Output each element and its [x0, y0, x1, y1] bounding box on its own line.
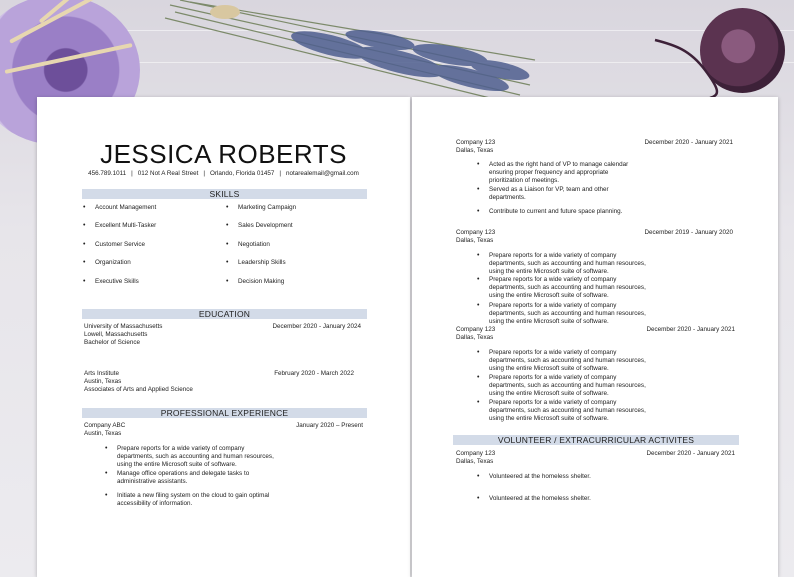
- bullet-line: • Prepare reports for a wide variety of company: [489, 349, 617, 356]
- bullet-line: departments, such as accounting and human resources,: [489, 382, 646, 389]
- bullet-line: using the entire Microsoft suite of software.: [117, 461, 237, 468]
- skills-heading: SKILLS: [82, 189, 367, 199]
- skill-item: • Organization: [95, 259, 131, 267]
- job-bullet: [489, 252, 646, 276]
- skill-item: • Excellent Multi-Tasker: [95, 222, 156, 230]
- bullet-line: administrative assistants.: [117, 478, 188, 485]
- job-bullet: [489, 302, 646, 326]
- bullet-line: using the entire Microsoft suite of software.: [489, 390, 609, 397]
- job-dates: December 2019 - January 2020: [644, 229, 733, 236]
- school-location: Austin, Texas: [84, 378, 122, 385]
- bullet-line: • Prepare reports for a wide variety of company: [489, 276, 617, 283]
- volunteer-bullet: • Volunteered at the homeless shelter.: [489, 495, 591, 503]
- company-name: Company 123: [456, 139, 496, 146]
- company-name: Company ABC: [84, 422, 126, 429]
- job-bullet: [489, 374, 646, 398]
- company-location: Dallas, Texas: [456, 147, 494, 154]
- bullet-line: departments, such as accounting and human resources,: [489, 357, 646, 364]
- education-heading: EDUCATION: [82, 309, 367, 319]
- skill-item: • Account Management: [95, 204, 156, 212]
- contact-line: [37, 170, 410, 177]
- city: Orlando, Florida 01457: [209, 170, 275, 177]
- school-name: Arts Institute: [84, 370, 119, 377]
- company-location: Dallas, Texas: [456, 458, 494, 465]
- company-location: Dallas, Texas: [456, 334, 494, 341]
- job-bullet: [489, 349, 646, 373]
- volunteer-dates: December 2020 - January 2021: [646, 450, 735, 457]
- bullet-line: • Initiate a new filing system on the cloud to gain optimal: [117, 492, 270, 499]
- skill-item: • Sales Development: [238, 222, 293, 230]
- job-bullet: [117, 445, 274, 469]
- separator: |: [131, 170, 133, 177]
- bullet-line: departments, such as accounting and human resources,: [117, 453, 274, 460]
- bullet-line: using the entire Microsoft suite of software.: [489, 318, 609, 325]
- degree: Bachelor of Science: [84, 339, 141, 346]
- job-bullet: [489, 161, 628, 185]
- skill-item: • Executive Skills: [95, 278, 139, 286]
- company-location: Dallas, Texas: [456, 237, 494, 244]
- bullet-line: prioritization of meetings.: [489, 177, 559, 184]
- job-bullet: [117, 492, 269, 508]
- job-dates: December 2020 - January 2021: [646, 326, 735, 333]
- lavender-bundle-icon: [150, 0, 540, 100]
- bullet-line: departments, such as accounting and human resources,: [489, 260, 646, 267]
- bullet-line: departments, such as accounting and human resources,: [489, 310, 646, 317]
- twine-knot: [210, 5, 240, 19]
- job-bullet: [489, 276, 646, 300]
- skill-item: • Customer Service: [95, 241, 145, 249]
- volunteer-bullet: • Volunteered at the homeless shelter.: [489, 473, 591, 481]
- job-bullet: [489, 399, 646, 423]
- separator: |: [279, 170, 282, 177]
- skill-item: • Negotiation: [238, 241, 270, 249]
- skill-item: • Decision Making: [238, 278, 284, 286]
- bullet-line: using the entire Microsoft suite of software.: [489, 292, 609, 299]
- candidate-name: JESSICA ROBERTS: [100, 139, 347, 169]
- bullet-line: • Prepare reports for a wide variety of company: [489, 252, 617, 259]
- bullet-line: • Served as a Liaison for VP, team and other: [489, 186, 609, 193]
- bullet-line: departments.: [489, 194, 526, 201]
- address: 012 Not A Real Street: [137, 170, 199, 177]
- resume-page-left: [37, 97, 410, 577]
- school-location: Lowell, Massachusetts: [84, 331, 148, 338]
- volunteer-heading: VOLUNTEER / EXTRACURRICULAR ACTIVITES: [453, 435, 739, 445]
- education-dates: December 2020 - January 2024: [272, 323, 361, 330]
- bullet-line: • Prepare reports for a wide variety of company: [489, 302, 617, 309]
- skill-item: • Leadership Skills: [238, 259, 286, 267]
- school-name: University of Massachusetts: [84, 323, 163, 330]
- job-bullet: [489, 186, 609, 202]
- education-dates: February 2020 - March 2022: [274, 370, 354, 377]
- company-name: Company 123: [456, 450, 496, 457]
- bullet-line: • Acted as the right hand of VP to manage calendar: [489, 161, 629, 168]
- company-location: Austin, Texas: [84, 430, 122, 437]
- bullet-line: • Prepare reports for a wide variety of company: [117, 445, 245, 452]
- bullet-line: ensuring proper frequency and appropriate: [489, 169, 609, 176]
- bullet-line: • Prepare reports for a wide variety of company: [489, 399, 617, 406]
- company-name: Company 123: [456, 229, 496, 236]
- bullet-line: • Manage office operations and delegate tasks to: [117, 470, 250, 477]
- job-dates: January 2020 – Present: [296, 422, 363, 429]
- email: notarealemail@gmail.com: [286, 170, 359, 177]
- bullet-line: using the entire Microsoft suite of software.: [489, 268, 609, 275]
- bullet-line: using the entire Microsoft suite of software.: [489, 415, 609, 422]
- bullet-line: departments, such as accounting and human resources,: [489, 407, 646, 414]
- skill-item: • Marketing Campaign: [238, 204, 296, 212]
- job-dates: December 2020 - January 2021: [644, 139, 733, 146]
- bullet-line: using the entire Microsoft suite of software.: [489, 365, 609, 372]
- bullet-line: accessibility of information.: [117, 500, 193, 507]
- cord-icon: [650, 30, 730, 100]
- separator: |: [203, 170, 205, 177]
- experience-heading: PROFESSIONAL EXPERIENCE: [82, 408, 367, 418]
- resume-page-right: [412, 97, 778, 577]
- job-bullet: [489, 208, 622, 216]
- degree: Associates of Arts and Applied Science: [84, 386, 193, 393]
- phone: 456.789.1011: [88, 170, 127, 177]
- bullet-line: • Contribute to current and future space planning.: [489, 208, 623, 215]
- bullet-line: • Prepare reports for a wide variety of company: [489, 374, 617, 381]
- bullet-line: departments, such as accounting and human resources,: [489, 284, 646, 291]
- job-bullet: [117, 470, 249, 486]
- company-name: Company 123: [456, 326, 496, 333]
